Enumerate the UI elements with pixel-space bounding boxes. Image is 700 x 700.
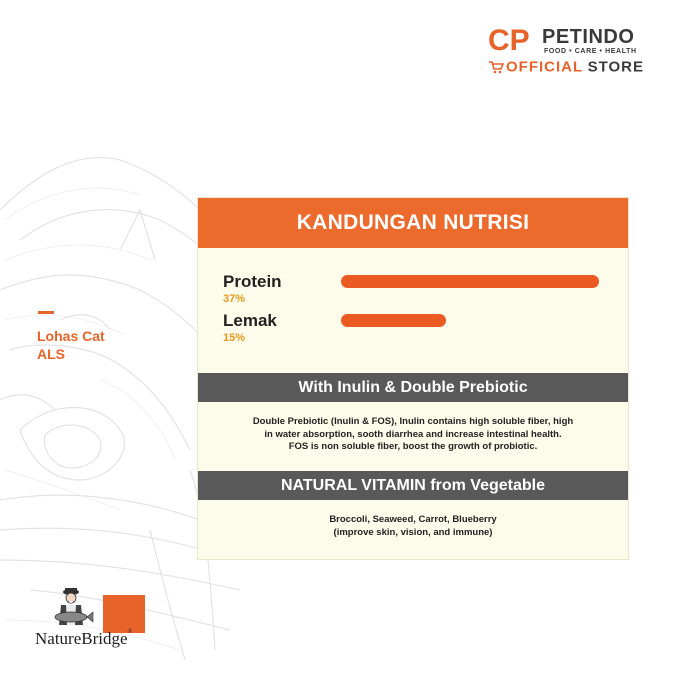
cart-icon xyxy=(488,60,504,74)
card-header xyxy=(198,198,628,248)
card-title: KANDUNGAN NUTRISI xyxy=(296,211,530,234)
vitamin-heading: NATURAL VITAMIN from Vegetable xyxy=(280,476,546,494)
fisherman-icon xyxy=(41,585,101,629)
naturebridge-name: NatureBridge xyxy=(35,629,128,648)
nutrient-name-protein: Protein xyxy=(223,272,282,291)
vitamin-line: Broccoli, Seaweed, Carrot, Blueberry xyxy=(329,514,497,525)
logo-brand: PETINDO xyxy=(542,26,635,48)
prebiotic-heading-bar xyxy=(198,373,628,402)
logo-official: OFFICIAL xyxy=(506,58,584,76)
logo-tagline: FOOD • CARE • HEALTH xyxy=(544,48,637,55)
nutrient-percent-lemak: 15% xyxy=(223,332,246,344)
logo-store: STORE xyxy=(587,58,645,76)
logo-cp: CP xyxy=(488,24,530,57)
vitamin-heading-bar xyxy=(198,471,628,500)
prebiotic-line: in water absorption, sooth diarrhea and increase intestinal health. xyxy=(264,428,562,440)
naturebridge-logo xyxy=(35,585,150,655)
vitamin-line: (improve skin, vision, and immune) xyxy=(333,526,493,538)
nutrition-card xyxy=(197,197,629,560)
nutrient-percent-protein: 37% xyxy=(223,293,246,305)
product-name: Lohas Cat xyxy=(37,328,105,344)
naturebridge-wordmark xyxy=(35,629,132,649)
official-store-row xyxy=(488,58,644,76)
product-dash xyxy=(38,311,54,314)
nutrient-bar-lemak xyxy=(341,314,446,327)
prebiotic-heading: With Inulin & Double Prebiotic xyxy=(298,378,528,396)
prebiotic-line: FOS is non soluble fiber, boost the growth of probiotic. xyxy=(288,441,538,452)
naturebridge-reg: ® xyxy=(127,629,133,635)
nutrient-name-lemak: Lemak xyxy=(223,311,277,330)
nutrient-bar-protein xyxy=(341,275,599,288)
product-variant: ALS xyxy=(37,346,65,362)
naturebridge-square xyxy=(103,595,145,633)
prebiotic-description xyxy=(198,416,628,454)
prebiotic-line: Double Prebiotic (Inulin & FOS), Inulin contains high soluble fiber, high xyxy=(252,416,574,427)
vitamin-description xyxy=(198,514,628,539)
cp-petindo-logo xyxy=(488,24,678,76)
